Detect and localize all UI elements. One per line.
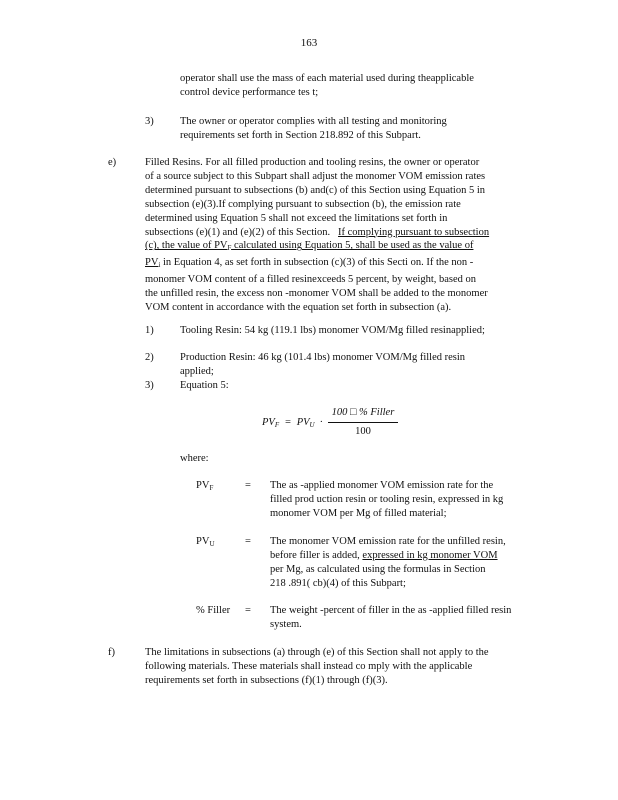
text-line: Production Resin: 46 kg (101.4 lbs) monomer VOM/Mg filled resin bbox=[180, 352, 466, 363]
section-e-paragraph bbox=[145, 156, 489, 315]
text-line: following materials. These materials shall instead co mply with the applicable bbox=[145, 660, 473, 672]
text-span: PV bbox=[145, 257, 159, 269]
text-line: The limitations in subsections (a) through (e) of this Section shall not apply to the bbox=[145, 647, 489, 658]
fraction-numerator: 100 □ % Filler bbox=[331, 407, 395, 418]
item-number: 1) bbox=[145, 325, 154, 336]
fraction-denominator: 100 bbox=[355, 425, 371, 437]
text-line: operator shall use the mass of each material used during theapplicable bbox=[180, 73, 474, 84]
text-line: monomer VOM per Mg of filled material; bbox=[270, 507, 447, 519]
item-number: 3) bbox=[145, 380, 154, 391]
text-span: in Equation 4, as set forth in subsection (c)(3) of this Secti on. If the non - bbox=[160, 257, 474, 269]
subscript: F bbox=[227, 244, 232, 253]
text-span: subsections (e)(1) and (e)(2) of this Section. bbox=[145, 226, 331, 238]
definition-pvu-text bbox=[270, 535, 506, 591]
underlined-amendment: calculated using Equation 5, shall be used as the value of bbox=[231, 240, 474, 252]
item-number: 3) bbox=[145, 116, 154, 127]
text-line: determined using Equation 5 shall not exceed the limitations set forth in bbox=[145, 212, 448, 224]
text-line: the unfilled resin, the excess non -monomer VOM shall be added to the monomer bbox=[145, 288, 488, 300]
tooling-resin-item bbox=[180, 324, 485, 338]
text-line: determined pursuant to subsections (b) and(c) of this Section using Equation 5 in bbox=[145, 184, 486, 196]
item-3-paragraph bbox=[180, 115, 447, 143]
definition-term-pvu bbox=[196, 535, 215, 552]
text-line: Tooling Resin: 54 kg (119.1 lbs) monomer VOM/Mg filled resinapplied; bbox=[180, 325, 485, 336]
text-line: The owner or operator complies with all testing and monitoring bbox=[180, 116, 447, 127]
text-line: The weight -percent of filler in the as -applied filled resin bbox=[270, 605, 512, 616]
formula-equals: = bbox=[284, 417, 292, 428]
text-line: 218 .891( cb)(4) of this Subpart; bbox=[270, 577, 406, 589]
item-number: 2) bbox=[145, 352, 154, 363]
subscript: F bbox=[274, 421, 280, 429]
definition-equals: = bbox=[245, 605, 251, 616]
fraction-bar bbox=[328, 422, 398, 423]
definition-term-filler bbox=[196, 604, 230, 618]
text-line: requirements set forth in Section 218.892 of this Subpart. bbox=[180, 129, 421, 141]
definition-term-pvf bbox=[196, 479, 213, 496]
equation-5-item bbox=[180, 379, 229, 393]
text-line: VOM content in accordance with the equation set forth in subsection (a). bbox=[145, 302, 452, 314]
text-line: The as -applied monomer VOM emission rate for the bbox=[270, 480, 494, 491]
term-text: % Filler bbox=[196, 605, 231, 616]
text-line: The monomer VOM emission rate for the unfilled resin, bbox=[270, 536, 506, 547]
text-line bbox=[145, 226, 489, 240]
text-line: Equation 5: bbox=[180, 380, 229, 391]
section-f-label: f) bbox=[108, 647, 115, 658]
text-line: of a source subject to this Subpart shall adjust the monomer VOM emission rates bbox=[145, 170, 486, 182]
definition-pvf-text bbox=[270, 479, 503, 521]
text-line bbox=[270, 549, 506, 563]
formula-multiply: · bbox=[319, 417, 323, 428]
formula-rhs: PV bbox=[296, 417, 310, 428]
definition-equals: = bbox=[245, 536, 251, 547]
text-line bbox=[145, 256, 489, 273]
definition-filler-text bbox=[270, 604, 511, 632]
underlined-amendment: expressed in kg monomer VOM bbox=[362, 549, 498, 561]
underlined-amendment: If complying pursuant to subsection bbox=[338, 226, 490, 238]
production-resin-item bbox=[180, 351, 465, 379]
text-line: per Mg, as calculated using the formulas in Section bbox=[270, 563, 486, 575]
text-line: filled prod uction resin or tooling resin, expressed in kg bbox=[270, 493, 504, 505]
text-line: Filled Resins. For all filled production and tooling resins, the owner or operator bbox=[145, 157, 480, 168]
formula-lhs: PV bbox=[262, 417, 275, 428]
term-text: PV bbox=[196, 536, 210, 547]
text-line: requirements set forth in subsections (f)(1) through (f)(3). bbox=[145, 674, 388, 686]
subscript: i bbox=[158, 261, 161, 270]
text-line: system. bbox=[270, 618, 302, 630]
formula-fraction bbox=[328, 406, 398, 439]
text-line bbox=[145, 239, 489, 256]
text-line: monomer VOM content of a filled resinexceeds 5 percent, by weight, based on bbox=[145, 274, 477, 286]
text-line: control device performance tes t; bbox=[180, 86, 319, 98]
subscript: U bbox=[309, 421, 315, 429]
text-span: (c), the value of PV bbox=[145, 240, 228, 252]
where-label: where: bbox=[180, 453, 209, 464]
text-line: applied; bbox=[180, 365, 214, 377]
text-line: subsection (e)(3).If complying pursuant to subsection (b), the emission rate bbox=[145, 198, 461, 210]
continuation-paragraph bbox=[180, 72, 474, 100]
text-span: before filler is added, bbox=[270, 549, 360, 561]
page-number: 163 bbox=[300, 37, 318, 49]
section-e-label: e) bbox=[108, 157, 117, 168]
term-text: PV bbox=[196, 480, 210, 491]
subscript: U bbox=[209, 540, 215, 548]
definition-equals: = bbox=[245, 480, 251, 491]
subscript: F bbox=[209, 484, 214, 492]
section-f-paragraph bbox=[145, 646, 489, 688]
